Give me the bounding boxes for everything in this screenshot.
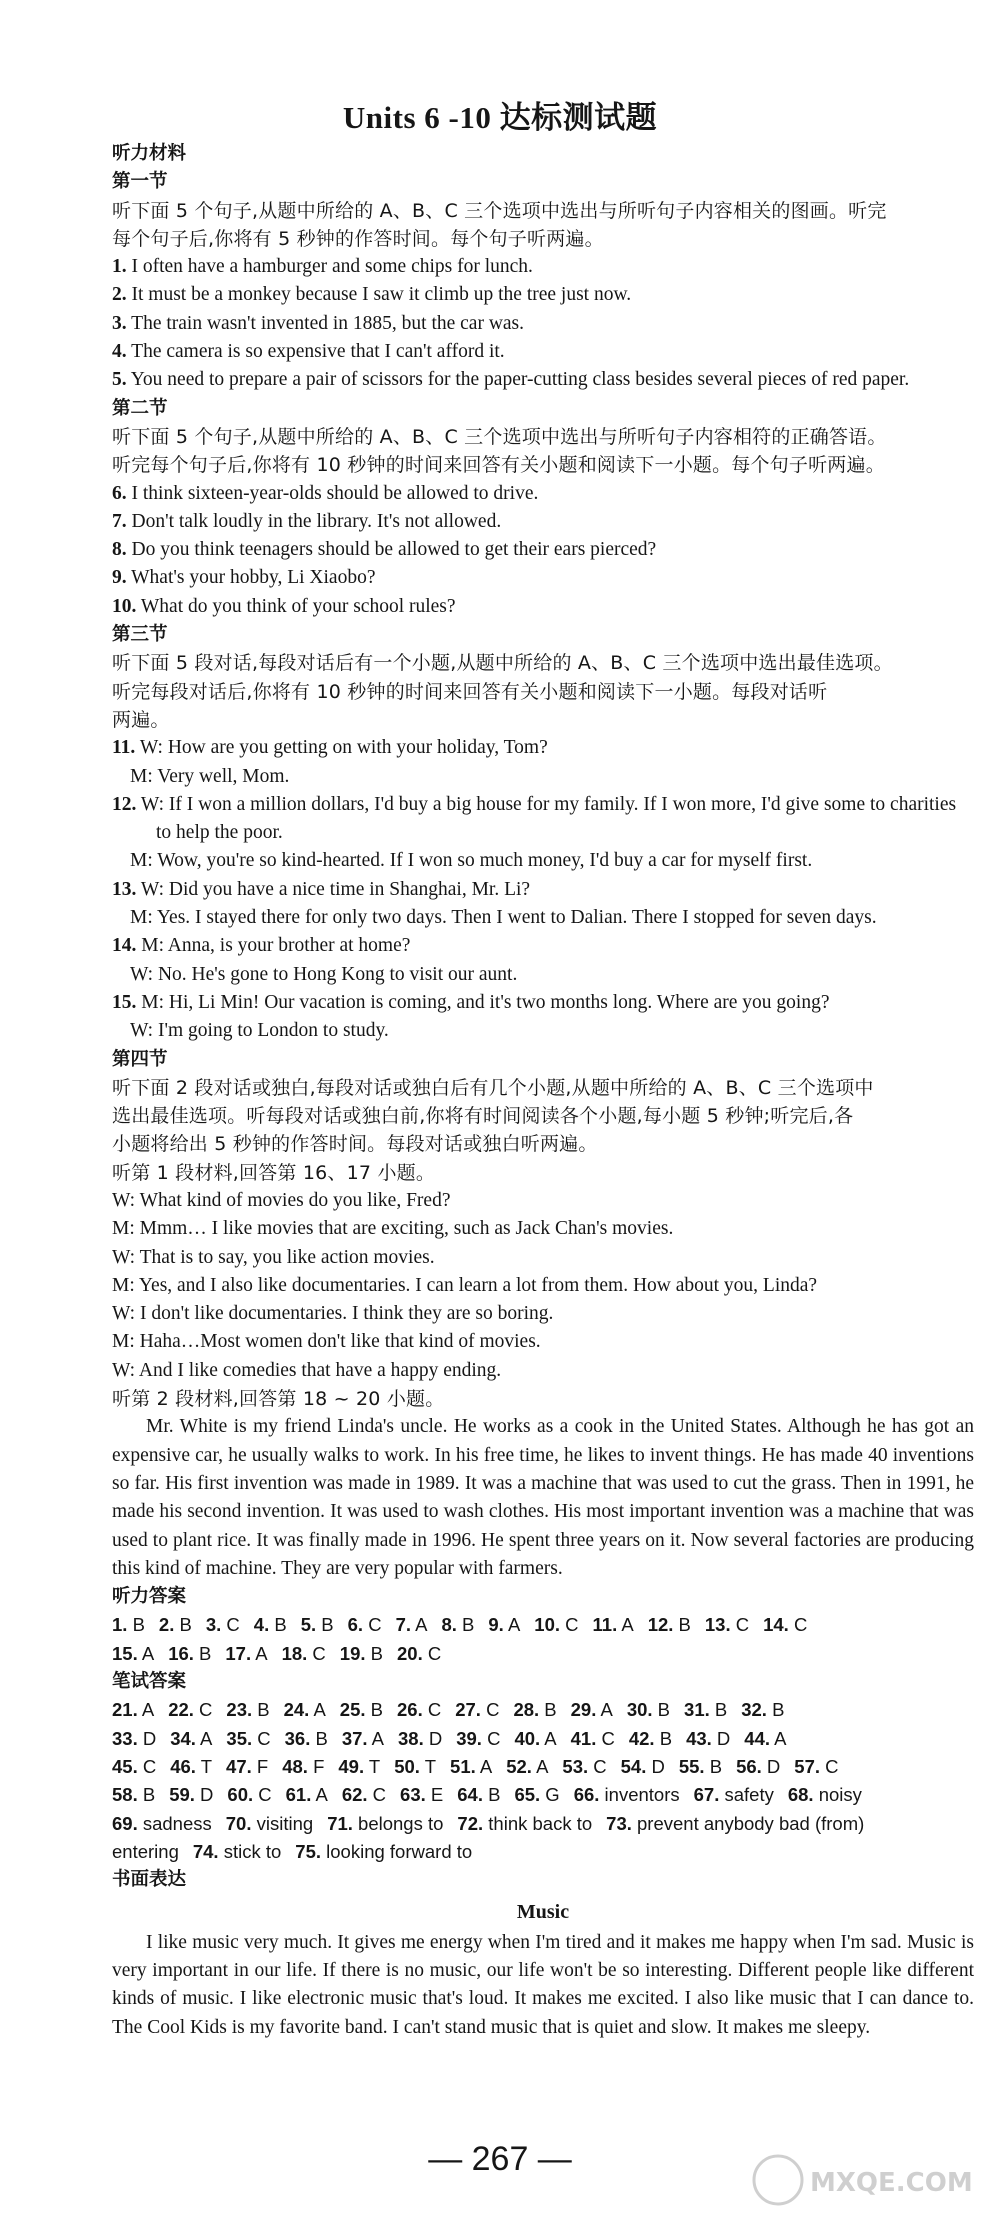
answer-number: 35. [226,1727,253,1749]
answer-value: stick to [218,1840,282,1862]
answer-number: 2. [158,1614,175,1636]
answer-value: B [709,1699,728,1721]
answer-item [514,1725,556,1753]
listening-material-heading: 听力材料 [112,143,187,164]
answer-item [679,1753,722,1781]
answer-number: 44. [744,1727,770,1749]
answer-value: visiting [251,1812,314,1834]
dialogue-line: W: No. He's gone to Hong Kong to visit our aunt. [130,963,518,985]
dialogue-line: W: What kind of movies do you like, Fred? [112,1189,451,1211]
answer-item [340,1696,383,1724]
answer-number: 8. [441,1614,457,1636]
answer-value: A [309,1699,326,1721]
answer-item [741,1696,784,1724]
answer-number: 64. [457,1784,483,1806]
dialogue-line: M: Wow, you're so kind-hearted. If I won so much money, I'd buy a car for myself first. [130,850,813,872]
question-item: 3. The train wasn't invented in 1885, but the car was. [112,312,525,334]
answer-value: D [423,1727,443,1749]
answer-number: 11. [592,1614,618,1636]
answer-value: sadness [137,1812,212,1834]
answer-row [112,1696,974,1724]
answer-value: A [367,1727,385,1749]
question-item: 9. What's your hobby, Li Xiaobo? [112,567,376,589]
section4-instruction: 选出最佳选项。听每段对话或独白前,你将有时间阅读各个小题,每小题 5 秒钟;听完后,各 [112,1105,854,1128]
answer-value: inventors [599,1784,680,1806]
answer-value: B [704,1755,723,1777]
answer-item [744,1725,786,1753]
answer-value: C [788,1614,808,1636]
dialogue-line: 15. M: Hi, Li Min! Our vacation is coming, and it's two months long. Where are you going? [112,991,830,1013]
essay-paragraph: I like music very much. It gives me energy when I'm tired and it makes me happy when I'm sad. Music is very important in our life. If there is no music, our life won't be so interesting. Different people like different kinds of music. I like electronic music that's loud. It makes me excited. I also like music that I can dance to. The Cool Kids is my favorite band. I can't stand music that is quiet and slow. It makes me sleepy. [112,1931,974,2038]
section1-heading: 第一节 [112,171,168,193]
answer-value: noisy [813,1784,862,1806]
answer-value: D [137,1727,157,1749]
answer-number: 63. [400,1784,426,1806]
section3-instruction: 听完每段对话后,你将有 10 秒钟的时间来回答有关小题和阅读下一小题。每段对话听 [112,680,828,703]
answer-number: 49. [338,1755,365,1777]
answer-value: belongs to [352,1812,444,1834]
answer-value: A [311,1784,328,1806]
answer-number: 18. [281,1642,308,1664]
answer-item [112,1753,156,1781]
question-item: 8. Do you think teenagers should be allowed to get their ears pierced? [112,539,657,561]
answer-item [763,1611,807,1639]
answer-number: 7. [395,1614,411,1636]
answer-number: 5. [300,1614,317,1636]
answer-item [397,1640,441,1668]
answer-item [327,1810,443,1838]
answer-value: C [221,1614,240,1636]
written-answers-heading: 笔试答案 [112,1671,187,1693]
answer-number: 45. [112,1755,138,1777]
answer-value: T [364,1755,381,1777]
answer-number: 71. [327,1812,353,1834]
answer-number: 67. [693,1784,720,1806]
answer-number: 72. [457,1812,484,1834]
answer-item [338,1753,380,1781]
answer-number: 41. [570,1727,597,1749]
section4-heading: 第四节 [112,1048,168,1070]
answer-number: 69. [112,1812,138,1834]
answer-number: 75. [295,1840,322,1862]
answer-item [342,1725,384,1753]
answer-value: entering [112,1840,179,1862]
answer-item [506,1753,548,1781]
question-item: 10. What do you think of your school rules? [112,595,456,617]
answer-item [227,1781,271,1809]
answer-number: 4. [253,1614,270,1636]
answer-item [226,1810,313,1838]
answer-value: C [596,1727,615,1749]
dialogue-line: W: And I like comedies that have a happy ending. [112,1359,502,1381]
answer-number: 53. [562,1755,589,1777]
answer-item [398,1725,442,1753]
answer-number: 66. [573,1784,600,1806]
answer-row [112,1838,974,1866]
answer-number: 60. [227,1784,254,1806]
answer-item [226,1725,270,1753]
answer-number: 21. [112,1699,138,1721]
answer-value: C [480,1699,500,1721]
answer-number: 12. [647,1614,674,1636]
answer-value: C [193,1699,213,1721]
answer-value: D [761,1755,781,1777]
question-item: 5. You need to prepare a pair of scissors for the paper-cutting class besides several pieces of red paper. [112,369,910,391]
answer-number: 37. [341,1727,368,1749]
answer-number: 65. [514,1784,541,1806]
answer-item [629,1725,672,1753]
answer-row [112,1640,974,1668]
answer-item [226,1753,268,1781]
answer-number: 59. [169,1784,195,1806]
dialogue-line: M: Haha…Most women don't like that kind of movies. [112,1331,541,1353]
section3-instruction: 两遍。 [112,708,170,731]
answer-value: A [411,1614,428,1636]
answer-item [397,1696,441,1724]
answer-number: 36. [284,1727,311,1749]
section4-instruction: 小题将给出 5 秒钟的作答时间。每段对话或独白听两遍。 [112,1133,598,1156]
answer-number: 50. [394,1755,420,1777]
answer-value: B [365,1699,383,1721]
answer-value: B [652,1699,671,1721]
answer-value: C [560,1614,579,1636]
answer-number: 20. [397,1642,423,1664]
watermark-text: MXQE.COM [810,2168,973,2198]
answer-number: 48. [282,1755,308,1777]
answer-value: B [127,1614,145,1636]
answer-value: C [588,1755,607,1777]
answer-value: E [425,1784,444,1806]
answer-number: 34. [170,1727,196,1749]
dialogue-line: W: That is to say, you like action movies. [112,1246,435,1268]
answer-number: 42. [628,1727,655,1749]
answer-item [301,1611,334,1639]
answer-value: T [419,1755,437,1777]
answer-item [170,1725,212,1753]
section1-instruction: 每个句子后,你将有 5 秒钟的作答时间。每个句子听两遍。 [112,227,604,250]
section2-instruction: 听下面 5 个句子,从题中所给的 A、B、C 三个选项中选出与所听句子内容相符的正确答语。 [112,425,887,448]
answer-number: 19. [339,1642,366,1664]
answer-value: A [770,1727,787,1749]
answer-item [170,1753,212,1781]
answer-number: 29. [570,1699,597,1721]
answer-value: prevent anybody bad (from) [631,1812,865,1834]
answer-row [112,1753,974,1781]
writing-heading: 书面表达 [112,1869,187,1891]
answer-value: C [363,1614,382,1636]
answer-number: 54. [620,1755,647,1777]
answer-value: B [316,1614,334,1636]
answer-item [684,1696,727,1724]
answer-value: F [251,1755,269,1777]
answer-item [159,1611,192,1639]
answer-item [705,1611,749,1639]
answer-number: 68. [787,1784,814,1806]
answer-item [394,1753,436,1781]
answer-number: 40. [514,1727,541,1749]
answer-value: A [137,1699,155,1721]
answer-item [112,1725,156,1753]
dialogue-line: 13. W: Did you have a nice time in Shanghai, Mr. Li? [112,878,531,900]
answer-number: 58. [112,1784,138,1806]
answer-number: 17. [225,1642,252,1664]
answer-number: 27. [455,1699,481,1721]
answer-item [206,1611,240,1639]
answer-number: 31. [684,1699,710,1721]
answer-number: 32. [741,1699,767,1721]
answer-item [286,1781,328,1809]
answer-item [606,1810,864,1838]
monologue-paragraph: Mr. White is my friend Linda's uncle. He works as a cook in the United States. Although he has got an expensive car, he usually walks to work. In his free time, he likes to invent things. He has made 40 inventions so far. His first invention was made in 1989. It was a machine that was used to cut the grass. Then in 1991, he made his second invention. It was used to wash clothes. His most important invention was a machine that was used to plant rice. It was finally made in 1996. He spent three years on it. Now several factories are producing this kind of machine. They are very popular with farmers. [112,1416,974,1579]
answer-value: A [540,1727,557,1749]
answer-number: 10. [534,1614,561,1636]
answer-item [400,1781,443,1809]
answer-value: A [531,1755,549,1777]
answer-value: A [251,1642,268,1664]
answer-item [455,1696,499,1724]
answer-value: D [194,1784,214,1806]
dialogue-line: 12. W: If I won a million dollars, I'd buy a big house for my family. If I won more, I'd give some to charities to help the poor. [112,793,957,844]
answer-item [457,1781,500,1809]
answer-number: 61. [285,1784,312,1806]
answer-number: 51. [450,1755,476,1777]
answer-value: B [482,1784,501,1806]
answer-number: 38. [398,1727,424,1749]
answer-value: A [137,1642,155,1664]
part2-intro: 听第 2 段材料,回答第 18 ~ 20 小题。 [112,1388,445,1411]
answer-row [112,1725,974,1753]
answer-value: B [269,1614,287,1636]
answer-item [513,1696,556,1724]
answer-item [562,1753,606,1781]
answer-number: 43. [686,1727,712,1749]
answer-number: 39. [456,1727,482,1749]
answer-number: 30. [626,1699,653,1721]
answer-item [340,1640,383,1668]
answer-item [112,1781,155,1809]
answer-number: 74. [192,1840,219,1862]
answer-item [112,1838,179,1866]
answer-item [571,1725,615,1753]
answer-row [112,1781,974,1809]
section4-instruction: 听下面 2 段对话或独白,每段对话或独白后有几个小题,从题中所给的 A、B、C 三个选项中 [112,1076,874,1099]
answer-item [169,1781,213,1809]
answer-item [112,1640,154,1668]
listening-answers-heading: 听力答案 [112,1586,187,1608]
dialogue-line: 14. M: Anna, is your brother at home? [112,935,411,957]
answer-value: B [310,1727,328,1749]
answer-value: looking forward to [321,1840,473,1862]
answer-number: 15. [112,1642,138,1664]
question-item: 4. The camera is so expensive that I can't afford it. [112,341,505,363]
answer-item [514,1781,559,1809]
answer-number: 25. [339,1699,366,1721]
answer-value: F [307,1755,325,1777]
answer-item [488,1611,520,1639]
dialogue-line: 11. W: How are you getting on with your holiday, Tom? [112,737,548,759]
answer-value: C [422,1699,442,1721]
answer-value: C [137,1755,157,1777]
answer-item [396,1611,428,1639]
answer-item [112,1611,145,1639]
answer-number: 28. [513,1699,540,1721]
answer-item [736,1753,780,1781]
answer-number: 9. [488,1614,504,1636]
answer-number: 13. [704,1614,731,1636]
section2-instruction: 听完每个句子后,你将有 10 秒钟的时间来回答有关小题和阅读下一小题。每个句子听两遍。 [112,454,885,477]
answer-number: 46. [170,1755,196,1777]
section1-instruction: 听下面 5 个句子,从题中所给的 A、B、C 三个选项中选出与所听句子内容相关的图画。听完 [112,199,887,222]
answer-value: B [193,1642,212,1664]
answer-number: 47. [226,1755,252,1777]
answer-item [627,1696,670,1724]
answer-value: B [766,1699,785,1721]
answer-item [621,1753,665,1781]
answer-value: B [174,1614,192,1636]
answer-item [457,1810,592,1838]
answer-number: 1. [112,1614,128,1636]
question-item: 6. I think sixteen-year-olds should be allowed to drive. [112,482,539,504]
answer-item [788,1781,862,1809]
answer-item [112,1810,212,1838]
answer-item [534,1611,578,1639]
answer-number: 52. [506,1755,532,1777]
answer-item [593,1611,634,1639]
question-item: 1. I often have a hamburger and some chips for lunch. [112,256,533,278]
answer-value: C [253,1784,272,1806]
essay-title: Music [516,1901,570,1924]
answer-item [441,1611,474,1639]
dialogue-line: W: I'm going to London to study. [130,1020,389,1042]
answer-value: C [481,1727,501,1749]
answer-value: B [654,1727,673,1749]
answer-item [456,1725,500,1753]
answer-number: 57. [794,1755,820,1777]
answer-item [342,1781,386,1809]
answer-item [571,1696,613,1724]
answer-number: 33. [112,1727,138,1749]
page-number: — 267 — [428,2140,572,2178]
answer-value: C [730,1614,750,1636]
question-item: 2. It must be a monkey because I saw it climb up the tree just now. [112,284,632,306]
dialogue-line: W: I don't like documentaries. I think they are so boring. [112,1303,554,1325]
answer-value: G [540,1784,560,1806]
answer-item [168,1640,211,1668]
answer-row [112,1810,974,1838]
answer-item [282,1753,324,1781]
answer-number: 70. [225,1812,252,1834]
answer-number: 73. [606,1812,632,1834]
dialogue-line: M: Very well, Mom. [130,765,290,787]
answer-value: safety [719,1784,774,1806]
answer-value: C [820,1755,839,1777]
answer-value: B [539,1699,557,1721]
answer-item [348,1611,382,1639]
page-title: Units 6 -10 达标测试题 [342,100,658,135]
answer-item [648,1611,691,1639]
answer-item [112,1696,154,1724]
answer-value: B [456,1614,475,1636]
answer-item [686,1725,730,1753]
answer-number: 56. [736,1755,762,1777]
answer-item [285,1725,328,1753]
answer-value: A [617,1614,634,1636]
answer-item [450,1753,492,1781]
answer-value: B [252,1699,270,1721]
answer-number: 55. [678,1755,705,1777]
answer-value: think back to [483,1812,593,1834]
dialogue-line: M: Mmm… I like movies that are exciting, such as Jack Chan's movies. [112,1218,674,1240]
answer-item [574,1781,680,1809]
answer-value: B [137,1784,156,1806]
answer-value: C [307,1642,326,1664]
section3-instruction: 听下面 5 段对话,每段对话后有一个小题,从题中所给的 A、B、C 三个选项中选出最佳选项。 [112,652,893,675]
section2-heading: 第二节 [112,397,168,419]
answer-value: A [596,1699,613,1721]
answer-number: 14. [763,1614,789,1636]
answer-row [112,1611,974,1639]
answer-number: 23. [226,1699,253,1721]
answer-number: 16. [168,1642,194,1664]
answer-value: C [367,1784,387,1806]
section3-heading: 第三节 [112,624,168,646]
answer-item [226,1696,269,1724]
answer-number: 24. [283,1699,310,1721]
answer-number: 6. [347,1614,364,1636]
answer-value: A [195,1727,213,1749]
dialogue-line: M: Yes, and I also like documentaries. I can learn a lot from them. How about you, Linda? [112,1274,818,1296]
dialogue-line: M: Yes. I stayed there for only two days. Then I went to Dalian. There I stopped for seven days. [130,907,877,929]
question-item: 7. Don't talk loudly in the library. It's not allowed. [112,510,502,532]
answer-value: B [365,1642,383,1664]
answer-item [168,1696,212,1724]
answer-value: D [711,1727,731,1749]
answer-item [193,1838,281,1866]
answer-item [284,1696,326,1724]
answer-value: D [646,1755,665,1777]
answer-item [225,1640,267,1668]
part1-intro: 听第 1 段材料,回答第 16、17 小题。 [112,1161,436,1184]
answer-number: 3. [205,1614,222,1636]
answer-number: 22. [168,1699,194,1721]
answer-value: A [503,1614,521,1636]
answer-value: C [422,1642,442,1664]
answer-item [694,1781,774,1809]
answer-value: B [673,1614,691,1636]
answer-item [794,1753,838,1781]
answer-value: T [195,1755,213,1777]
answer-value: A [475,1755,493,1777]
watermark-logo [748,2145,978,2215]
answer-number: 26. [397,1699,423,1721]
answer-value: C [252,1727,271,1749]
answer-item [282,1640,326,1668]
answer-item [254,1611,287,1639]
answer-number: 62. [341,1784,368,1806]
answer-item [295,1838,472,1866]
document-body [112,140,974,2042]
